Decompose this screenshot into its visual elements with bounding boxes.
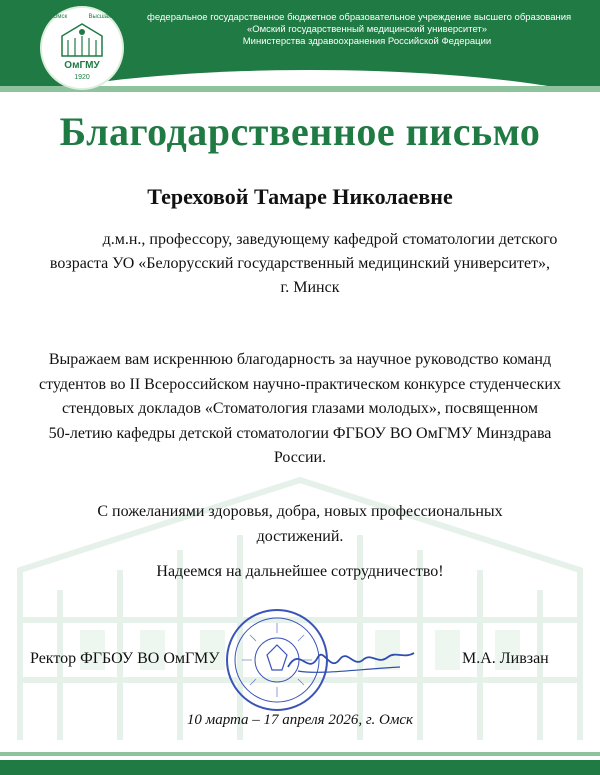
body-line-5: России. <box>273 449 327 466</box>
body-line-2: студентов во II Всероссийском научно-практическом конкурсе студенческих <box>39 375 561 393</box>
wish-text <box>30 500 570 549</box>
rector-name: М.А. Ливзан <box>462 650 549 667</box>
recipient-name: Тереховой Тамаре Николаевне <box>147 184 453 209</box>
institution-line-3: Министерства здравоохранения Российской Федерации <box>242 36 492 47</box>
document-date: 10 марта – 17 апреля 2026, г. Омск <box>186 712 414 728</box>
institution-line-2: «Омский государственный медицинский университет» <box>246 24 488 35</box>
position-line-3: г. Минск <box>280 279 340 296</box>
document-title: Благодарственное письмо <box>59 109 541 154</box>
institution-line-1: федеральное государственное бюджетное образовательное учреждение высшего образования <box>147 12 572 23</box>
wish-line-1: С пожеланиями здоровья, добра, новых профессиональных <box>97 503 503 520</box>
emblem-top-left: Омск <box>52 14 68 20</box>
emblem-year: 1920 <box>74 74 90 81</box>
body-line-1: Выражаем вам искреннюю благодарность за научное руководство команд <box>48 351 552 368</box>
body-line-4: 50-летию кафедры детской стоматологии ФГБОУ ВО ОмГМУ Минздрава <box>48 424 552 442</box>
rector-title: Ректор ФГБОУ ВО ОмГМУ <box>30 650 220 667</box>
recipient-position <box>30 228 570 300</box>
emblem-name: ОмГМУ <box>64 60 100 71</box>
hope-text: Надеемся на дальнейшее сотрудничество! <box>156 563 444 580</box>
footer-stripe <box>0 752 600 756</box>
institution-header <box>147 12 587 48</box>
body-line-3: стендовых докладов «Стоматология глазами молодых», посвященном <box>62 400 538 417</box>
position-line-1: д.м.н., профессору, заведующему кафедрой стоматологии детского <box>102 231 558 248</box>
handwritten-signature <box>280 635 420 685</box>
position-line-2: возраста УО «Белорусский государственный медицинский университет», <box>49 255 551 272</box>
emblem-top-right: Высшая <box>88 14 112 20</box>
gratitude-text <box>30 348 570 471</box>
wish-line-2: достижений. <box>256 527 344 545</box>
footer-band <box>0 760 600 775</box>
university-emblem <box>40 6 124 90</box>
